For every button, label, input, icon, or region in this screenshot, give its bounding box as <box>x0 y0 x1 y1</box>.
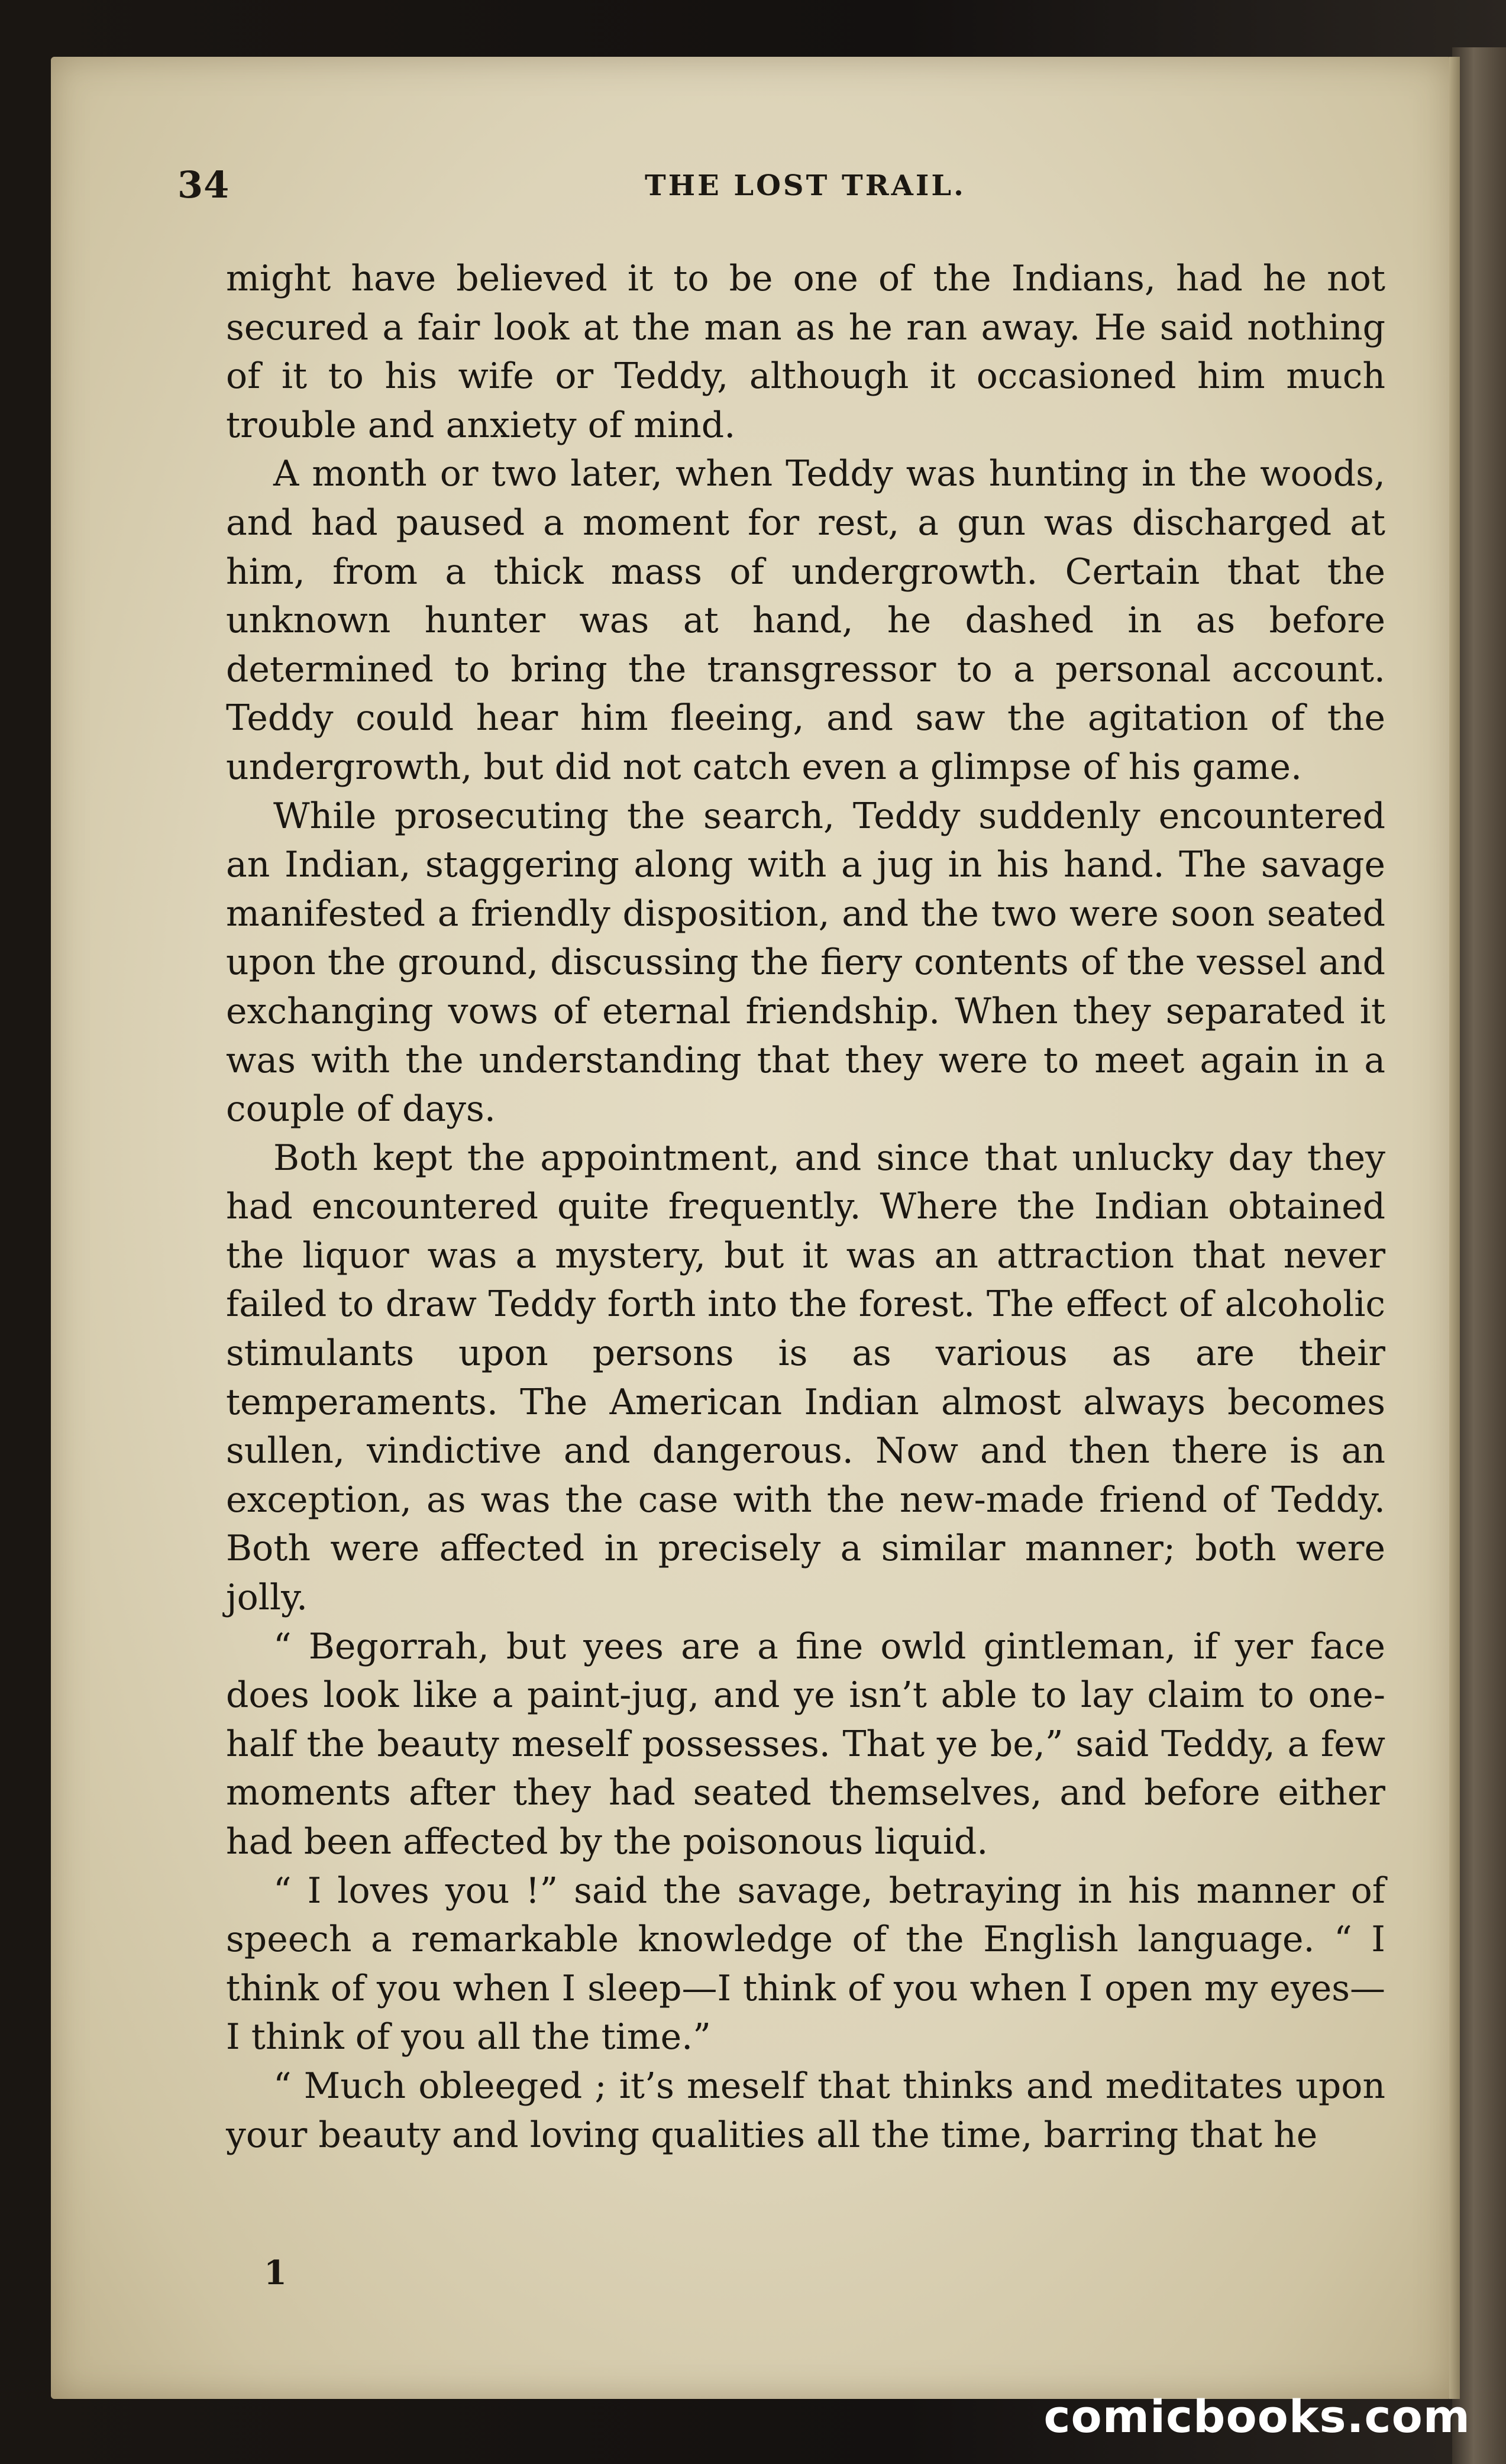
paragraph: “ Begorrah, but yees are a fine owld gintleman, if yer face does look like a paint-jug, and ye isn’t able to lay claim to one-half the beauty meself possesses. That ye be,” said Teddy, a few moments after they had seated themselves, and before either had been affected by the poisonous liquid. <box>226 1625 1385 1862</box>
page-number: 34 <box>177 163 230 206</box>
paragraph: “ I loves you !” said the savage, betraying in his manner of speech a remarkable knowledge of the English language. “ I think of you when I sleep—I think of you when I open my eyes—I think of you all the time.” <box>226 1870 1385 2058</box>
paragraph: While prosecuting the search, Teddy suddenly encountered an Indian, staggering along with a jug in his hand. The savage manifested a friendly disposition, and the two were soon seated upon the ground, discussing the fiery contents of the vessel and exchanging vows of eternal friendship. When they separated it was with the understanding that they were to meet again in a couple of days. <box>226 795 1385 1130</box>
paragraph: “ Much obleeged ; it’s meself that thinks and meditates upon your beauty and loving qualities all the time, barring that he <box>226 2065 1385 2156</box>
running-head: THE LOST TRAIL. <box>645 169 966 202</box>
signature-mark: 1 <box>264 2253 287 2292</box>
page-header <box>177 163 1384 211</box>
adjacent-page-edge <box>1452 47 1506 2464</box>
watermark: comicbooks.com <box>1043 2390 1471 2443</box>
paragraph: A month or two later, when Teddy was hunting in the woods, and had paused a moment for rest, a gun was discharged at him, from a thick mass of undergrowth. Certain that the unknown hunter was at hand, he dashed in as before determined to bring the transgressor to a personal account. Teddy could hear him fleeing, and saw the agitation of the undergrowth, but did not catch even a glimpse of his game. <box>226 453 1385 788</box>
body-text <box>226 254 1385 2159</box>
page-edge <box>1449 57 1460 2399</box>
paragraph-continuation: might have believed it to be one of the Indians, had he not secured a fair look at the man as he ran away. He said nothing of it to his wife or Teddy, although it occasioned him much trouble and anxiety of mind. <box>226 258 1385 446</box>
paragraph: Both kept the appointment, and since that unlucky day they had encountered quite frequently. Where the Indian obtained the liquor was a mystery, but it was an attraction that never failed to draw Teddy forth into the forest. The effect of alcoholic stimulants upon persons is as various as are their temperaments. The American Indian almost always becomes sullen, vindictive and dangerous. Now and then there is an exception, as was the case with the new-made friend of Teddy. Both were affected in precisely a similar manner; both were jolly. <box>226 1137 1385 1619</box>
